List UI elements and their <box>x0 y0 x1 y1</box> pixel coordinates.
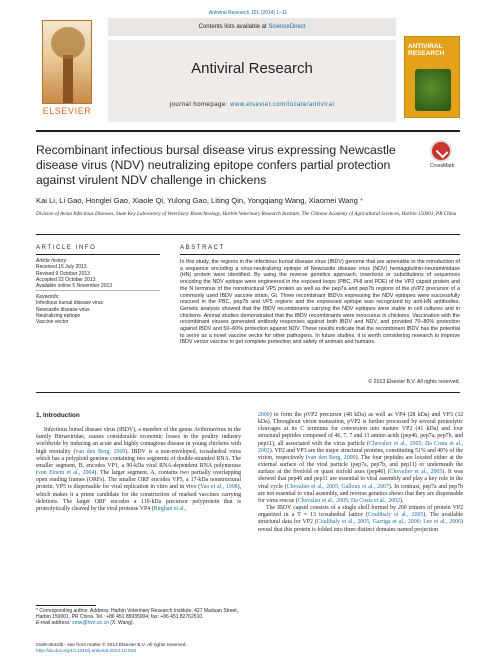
cover-image <box>415 69 451 111</box>
abstract-bottom-rule <box>36 392 460 393</box>
abstract-rule <box>180 254 460 255</box>
citation-link[interactable]: 2000 <box>258 412 270 418</box>
article-footer <box>36 643 296 655</box>
citation-link[interactable]: Birghan et al., <box>153 505 187 512</box>
paragraph-text: ). <box>400 497 404 504</box>
corresponding-author-footnote <box>36 608 241 627</box>
journal-title: Antiviral Research <box>191 60 313 77</box>
running-head: Antiviral Research 101 (2014) 1–11 <box>208 10 288 16</box>
history-label: Article history: <box>36 258 68 264</box>
history-online: Available online 5 November 2013 <box>36 283 113 290</box>
abstract-text: In this study, the regions in the infectious bursal disease virus (IBDV) genome that are amenable to the introduction of a sequence encoding a virus-neutralizing epitope of Newcastle disease virus (NDV) hemagglutinin-neuraminidase (HN) protein were identified. By using the reverse genetics approach, insertions or substitutions of sequences encoding the NDV epitope were engineered in the exposed loops (PBC, PHI and PDE) of the VP2 capsid protein and the N terminus of the nonstructural VP5 protein as well as the pep7a and pep7b regions of the pVP2 precursor of a commonly used IBDV vaccine strain, Gt. Three recombinant IBDVs expressing the NDV epitopes were successfully rescued in the PBC, pep7b and VP5 regions and the expressed epitope was recognized by anti-HN antibodies. Genetic analysis showed that the IBDV recombinants carrying the NDV epitopes were stable in cell cultures and in chickens. Animal studies demonstrated that the IBDV recombinants were innocuous in chickens. Vaccination with the recombinant viruses generated antibody responses against both IBDV and NDV, and provided 70–80% protection against IBDV and 50–60% protection against NDV. These results indicate that the recombinant IBDV has the potential to serve as a novel vaccine vector for other pathogens. In future studies, it is worth considering research to improve IBDV vector vaccine to get complete protection and safety of animals and humans. <box>180 259 460 346</box>
corresponding-author-mark[interactable]: * <box>359 196 363 205</box>
affiliation: Division of Avian Infectious Diseases, State Key Laboratory of Veterinary Biotechnology, Harbin Veterinary Research Institute, The Chinese Academy of Agricultural Sciences, Harbin 150001, PR China <box>36 211 457 217</box>
contents-prefix: Contents lists available at <box>198 24 269 30</box>
footnote-email-line <box>36 620 241 626</box>
journal-box <box>108 40 396 122</box>
citation-link[interactable]: Chevalier et al., 2005; Da Costa et al., 2002 <box>297 497 401 504</box>
keyword-item: Newcastle disease virus <box>36 306 90 313</box>
citation-link[interactable]: von Einem et al., 2004 <box>37 470 95 477</box>
citation-link[interactable]: Chevalier et al., 2005; Da Costa et al., 2002 <box>258 440 463 454</box>
article-title: Recombinant infectious bursal disease virus expressing Newcastle disease virus (NDV) neutralizing epitope confers partial protection against virulent NDV challenge in chickens <box>36 143 396 187</box>
paragraph-text: ). In contrast, pep7a and pep7b are not essential to viral assembly, and reverse genetics shows that they are dispensable for virus rescue ( <box>258 483 464 504</box>
paragraph-text: ) to form the pVP2 precursor (48 kDa) as well as VP4 (28 kDa) and VP3 (32 kDa). Throughout virion maturation, pVP2 is further processed by several proteolytic cleavages at its C terminus for conversion into mature VP2 (41 kDa) and four structural peptides composed of 46, 7, 7 and 11 amino acids (pep46, pep7a, pep7b, and pep11), all associated with the virus particle ( <box>258 412 463 447</box>
email-link[interactable]: xmw@hvri.ac.cn <box>72 620 109 627</box>
citation-link[interactable]: Chevalier et al., 2005; Galloux et al., 2007 <box>286 483 389 490</box>
keyword-item: Infectious bursal disease virus <box>36 300 103 307</box>
paragraph-text: ). VP2 and VP3 are the major structural proteins, constituting 51% and 40% of the virion, respectively ( <box>258 447 463 461</box>
crossmark-icon <box>430 140 452 162</box>
keyword-item: Neutralizing epitope <box>36 312 81 319</box>
history-accepted: Accepted 22 October 2013 <box>36 276 96 283</box>
cover-title: ANTIVIRAL RESEARCH <box>408 43 445 57</box>
footnote-text: * Corresponding author. Address: Harbin Veterinary Research Institute, 427 Maduan Street, Harbin 150001, PR China. Tel.: +86 451 85935004; fax: +86 451 82762510. <box>36 608 239 621</box>
header-rule <box>36 234 460 235</box>
article-info-heading: ARTICLE INFO <box>36 245 97 251</box>
masthead-rule <box>36 130 460 132</box>
citation-link[interactable]: Coulibaly et al., 2005; Garriga et al., 2006; Lee et al., 2006 <box>316 519 462 526</box>
keywords-label: Keywords: <box>36 294 60 300</box>
email-label: E-mail address: <box>36 620 73 627</box>
journal-masthead <box>36 18 460 126</box>
citation-link[interactable]: van den Berg, 2000 <box>307 454 356 461</box>
history-received: Received 16 July 2013 <box>36 264 87 271</box>
article-history <box>36 258 166 289</box>
citation-link[interactable]: Yao et al., 1998 <box>200 484 238 491</box>
intro-paragraph <box>36 427 241 513</box>
sciencedirect-link[interactable]: ScienceDirect <box>268 24 306 30</box>
doi-link[interactable]: http://dx.doi.org/10.1016/j.antiviral.2013.10.016 <box>36 649 137 654</box>
publisher-name: ELSEVIER <box>42 106 92 116</box>
section-heading-introduction: 1. Introduction <box>36 412 80 419</box>
intro-paragraph-continued <box>258 412 463 505</box>
crossmark-badge[interactable] <box>422 140 462 170</box>
paragraph-text: ). The larger segment, A, contains two partially overlapping open reading frames (ORFs). The smaller ORF encodes VP5, a 17-kDa nonstructural protein. VP5 is dispensable for viral replication in vitro and in vivo ( <box>36 470 241 491</box>
citation-link[interactable]: van den Berg, 2000 <box>75 448 126 455</box>
paragraph-text: Infectious bursal disease virus (IBDV), a member of the genus Avibirnavirus in the family Birnaviridae, causes considerable economic losses in the poultry industry worldwide by inducing an acute and highly contagious disease in young chickens with high mortality ( <box>36 427 241 455</box>
homepage-link[interactable]: www.elsevier.com/locate/antiviral <box>230 102 335 108</box>
body-column-right <box>258 412 463 534</box>
copyright-line: © 2013 Elsevier B.V. All rights reserved. <box>368 379 460 385</box>
citation-link[interactable]: Chevalier et al., 2005 <box>389 469 443 476</box>
paragraph-text: ). It was showed that pep46 and pep11 are essential to viral assembly and play a key role in the viral cycle ( <box>258 469 463 490</box>
authors-text: Kai Li, Li Gao, Honglei Gao, Xiaole Qi, Yulong Gao, Liting Qin, Yongqiang Wang, Xiaomei Wang <box>36 196 358 205</box>
email-suffix: (X. Wang). <box>108 620 134 627</box>
paragraph-text: ), which makes it a prime candidate for the construction of marked vaccines carrying deletions. The larger ORF encodes a 110-kDa precursor polyprotein that is proteolytically cleaved by the viral protease VP4 ( <box>36 484 242 512</box>
keyword-item: Vaccine vector <box>36 319 69 326</box>
journal-cover[interactable] <box>404 36 460 118</box>
crossmark-label: CrossMark <box>429 163 455 169</box>
issn-line: 0166-3542/$ - see front matter © 2013 Elsevier B.V. All rights reserved. <box>36 643 187 648</box>
homepage-prefix: journal homepage: <box>169 102 231 108</box>
body-column-left <box>36 412 241 513</box>
intro-paragraph <box>258 505 463 534</box>
elsevier-tree-icon <box>42 20 92 104</box>
paragraph-text: ). IBDV is a non-enveloped, icosahedral virus which has a polyploid genome containing two segments of double-stranded RNA. The smaller segment, B, encodes VP1, a 90-kDa viral RNA-dependent RNA polymerase ( <box>36 448 241 477</box>
journal-homepage <box>108 102 396 108</box>
keywords-rule <box>36 290 160 291</box>
elsevier-logo[interactable] <box>36 20 98 120</box>
paragraph-text: The IBDV capsid consists of a single shell formed by 260 trimers of protein VP2 organized in a T = 13 icosahedral lattice ( <box>258 505 463 519</box>
author-list <box>36 196 456 205</box>
masthead-center <box>108 18 396 122</box>
paragraph-text: ). The four peptides are located either at the external surface of the viral particle (pep7a, pep7b, and pep11) or underneath the surface at the fivefold or quasi sixfold axes (pep46) ( <box>258 454 463 476</box>
paragraph-text: ) reveal that this protein is folded into three distinct domains named projection <box>258 519 463 533</box>
contents-bar <box>108 18 396 36</box>
history-revised: Revised 9 October 2013 <box>36 270 90 277</box>
article-info-rule <box>36 254 160 255</box>
footnote-rule <box>36 605 96 606</box>
abstract-heading: ABSTRACT <box>180 245 225 251</box>
keywords-block <box>36 294 166 325</box>
citation-link[interactable]: Coulibaly et al., 2005 <box>368 512 424 519</box>
paragraph-text: ). The available structural data for VP2 ( <box>258 512 463 526</box>
